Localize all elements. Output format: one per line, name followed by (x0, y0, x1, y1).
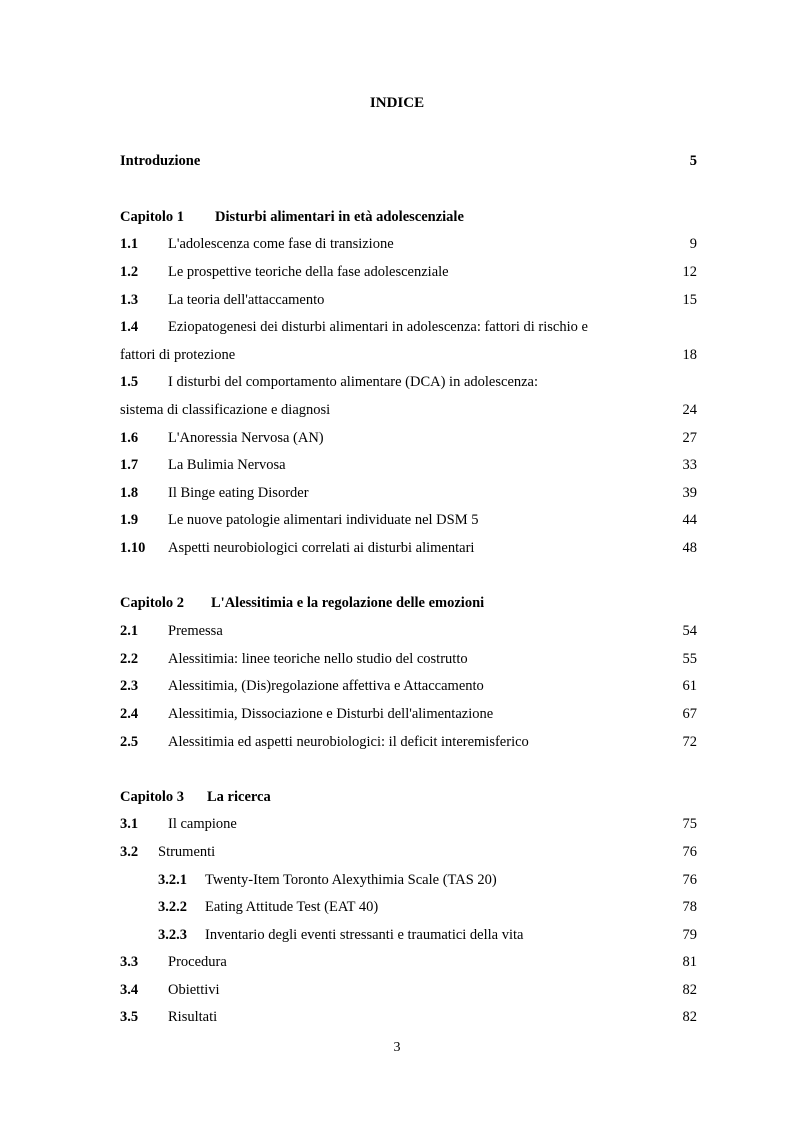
toc-text: Alessitimia, Dissociazione e Disturbi dell'alimentazione (168, 706, 494, 722)
toc-entry (120, 841, 697, 863)
toc-text: Inventario degli eventi stressanti e traumatici della vita (205, 927, 524, 943)
toc-number: 2.4 (120, 706, 139, 722)
toc-entry (120, 731, 697, 753)
toc-number: 2.2 (120, 651, 139, 667)
toc-number: 3.3 (120, 954, 139, 970)
toc-number: 1.7 (120, 457, 139, 473)
toc-subentry (120, 869, 697, 891)
toc-subentry (120, 924, 697, 946)
toc-text: Twenty-Item Toronto Alexythimia Scale (TAS 20) (205, 872, 497, 888)
toc-entry (120, 648, 697, 670)
toc-number: 2.5 (120, 734, 139, 750)
toc-entry (120, 427, 697, 449)
toc-page-number: 55 (682, 651, 697, 667)
toc-number: 2.3 (120, 678, 139, 694)
toc-entry (120, 371, 697, 393)
toc-text: Obiettivi (168, 982, 220, 998)
toc-entry (120, 813, 697, 835)
footer-page-number: 3 (393, 1040, 401, 1055)
toc-number: 3.2.2 (158, 899, 187, 915)
toc-text: Strumenti (158, 844, 216, 860)
chapter-title: Disturbi alimentari in età adolescenziale (215, 209, 464, 225)
toc-entry (120, 1006, 697, 1028)
toc-page-number: 81 (682, 954, 697, 970)
toc-text: Le prospettive teoriche della fase adolescenziale (168, 264, 449, 280)
toc-number: 1.2 (120, 264, 139, 280)
toc-entry-continuation (120, 399, 697, 421)
chapter-heading (120, 206, 697, 228)
toc-page-number: 82 (682, 982, 697, 998)
toc-page-number: 44 (682, 512, 697, 528)
toc-page-number: 61 (682, 678, 697, 694)
toc-entry (120, 675, 697, 697)
chapter-title: La ricerca (207, 789, 271, 805)
toc-entry (120, 233, 697, 255)
chapter-heading (120, 786, 697, 808)
toc-page-number: 54 (682, 623, 697, 639)
toc-text: Aspetti neurobiologici correlati ai disturbi alimentari (168, 540, 475, 556)
toc-page-number: 78 (682, 899, 697, 915)
toc-number: 1.4 (120, 319, 139, 335)
toc-text: Procedura (168, 954, 227, 970)
toc-text: L'adolescenza come fase di transizione (168, 236, 394, 252)
toc-text: Risultati (168, 1009, 218, 1025)
toc-page-number: 72 (682, 734, 697, 750)
toc-page-number: 24 (682, 402, 697, 418)
toc-page-number: 12 (682, 264, 697, 280)
toc-entry (120, 261, 697, 283)
toc-text: Il Binge eating Disorder (168, 485, 309, 501)
toc-intro-label: Introduzione (120, 153, 201, 169)
toc-page-number: 9 (689, 236, 697, 252)
toc-page-number: 76 (682, 844, 697, 860)
toc-entry (120, 454, 697, 476)
toc-page-number: 33 (682, 457, 697, 473)
toc-intro (120, 150, 697, 172)
toc-page-number: 48 (682, 540, 697, 556)
toc-text: Alessitimia, (Dis)regolazione affettiva e Attaccamento (168, 678, 484, 694)
toc-page-number: 39 (682, 485, 697, 501)
toc-text: sistema di classificazione e diagnosi (120, 402, 331, 418)
toc-text: L'Anoressia Nervosa (AN) (168, 430, 324, 446)
toc-text: Eating Attitude Test (EAT 40) (205, 899, 379, 915)
toc-number: 1.8 (120, 485, 139, 501)
chapter-title: L'Alessitimia e la regolazione delle emozioni (211, 595, 485, 611)
toc-entry (120, 951, 697, 973)
toc-entry (120, 979, 697, 1001)
toc-text: Alessitimia ed aspetti neurobiologici: il deficit interemisferico (168, 734, 529, 750)
toc-page-number: 15 (682, 292, 697, 308)
toc-number: 3.2 (120, 844, 139, 860)
toc-page-number: 67 (682, 706, 697, 722)
toc-page-number: 76 (682, 872, 697, 888)
toc-text: I disturbi del comportamento alimentare (DCA) in adolescenza: (168, 374, 539, 390)
toc-number: 1.3 (120, 292, 139, 308)
toc-number: 1.9 (120, 512, 139, 528)
toc-entry (120, 537, 697, 559)
toc-entry (120, 703, 697, 725)
toc-text: Le nuove patologie alimentari individuate nel DSM 5 (168, 512, 479, 528)
toc-text: La teoria dell'attaccamento (168, 292, 325, 308)
toc-text: Eziopatogenesi dei disturbi alimentari in adolescenza: fattori di rischio e (168, 319, 588, 335)
toc-page-number: 18 (682, 347, 697, 363)
chapter-label: Capitolo 1 (120, 209, 185, 225)
toc-entry (120, 509, 697, 531)
toc-number: 3.5 (120, 1009, 139, 1025)
chapter-heading (120, 592, 697, 614)
toc-entry-continuation (120, 344, 697, 366)
chapter-label: Capitolo 3 (120, 789, 185, 805)
toc-text: Alessitimia: linee teoriche nello studio del costrutto (168, 651, 468, 667)
chapter-label: Capitolo 2 (120, 595, 185, 611)
toc-page-number: 79 (682, 927, 697, 943)
toc-subentry (120, 896, 697, 918)
toc-page-number: 82 (682, 1009, 697, 1025)
toc-page-number: 27 (682, 430, 697, 446)
toc-text: La Bulimia Nervosa (168, 457, 286, 473)
toc-number: 1.6 (120, 430, 139, 446)
toc-number: 3.1 (120, 816, 139, 832)
toc-number: 3.4 (120, 982, 139, 998)
toc-number: 1.10 (120, 540, 146, 556)
toc-entry (120, 482, 697, 504)
toc-text: Il campione (168, 816, 237, 832)
toc-number: 1.1 (120, 236, 139, 252)
toc-entry (120, 316, 697, 338)
toc-entry (120, 289, 697, 311)
toc-number: 3.2.3 (158, 927, 187, 943)
toc-text: Premessa (168, 623, 223, 639)
toc-entry (120, 620, 697, 642)
toc-text: fattori di protezione (120, 347, 236, 363)
toc-number: 3.2.1 (158, 872, 187, 888)
toc-number: 1.5 (120, 374, 139, 390)
page-title: INDICE (369, 95, 425, 111)
toc-page-number: 75 (682, 816, 697, 832)
toc-number: 2.1 (120, 623, 139, 639)
toc-page-number: 5 (689, 153, 697, 169)
